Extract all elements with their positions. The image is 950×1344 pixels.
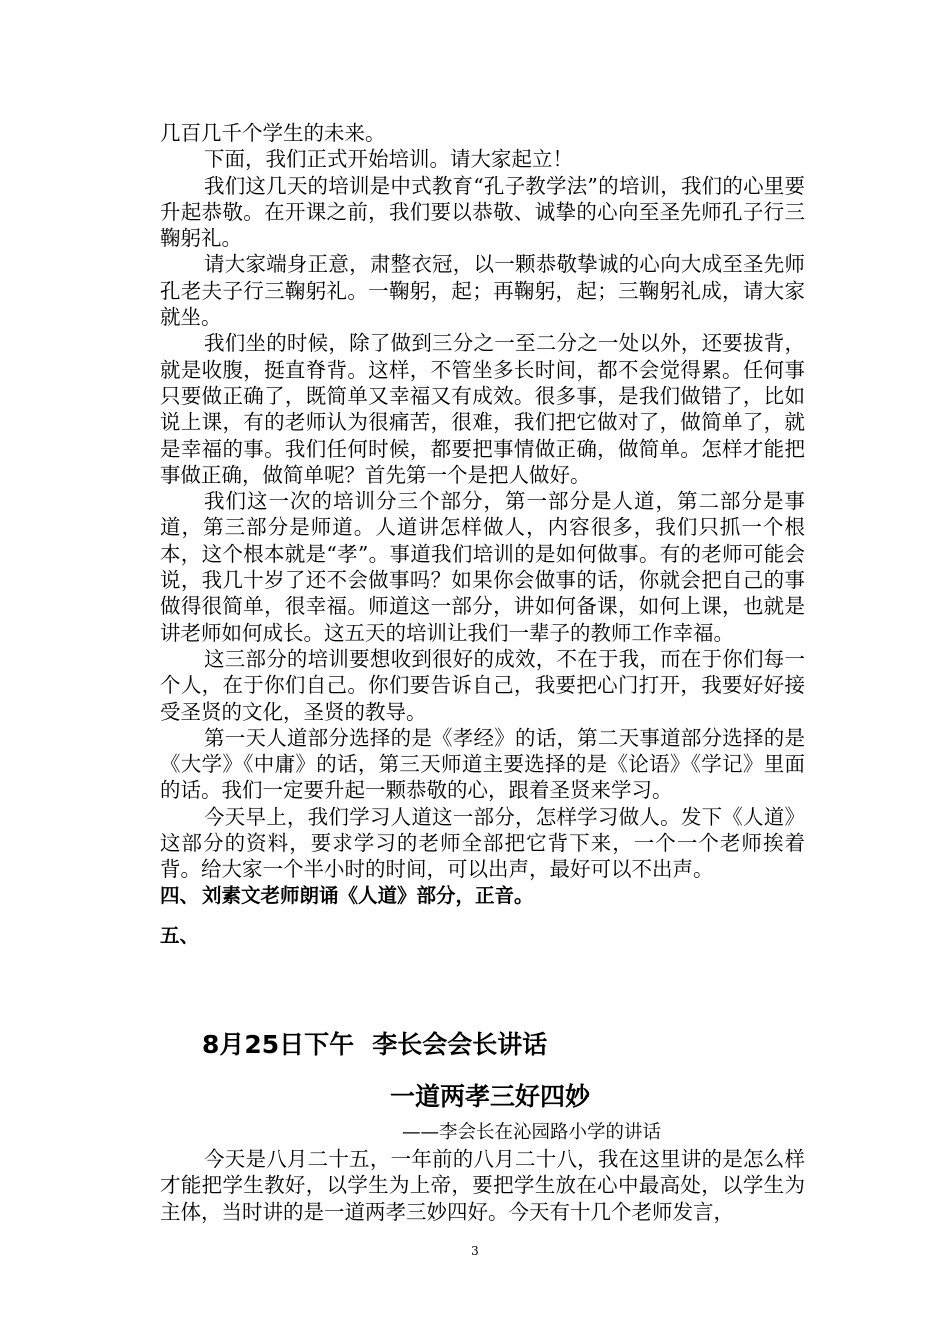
list-item-four-text: 刘素文老师朗诵《人道》部分，正音。 — [202, 883, 534, 907]
speech-title: 一道两孝三好四妙 — [390, 1082, 591, 1111]
paragraph-8: 第一天人道部分选择的是《孝经》的话，第二天事道部分选择的是《大学》《中庸》的话，第三天师道主要选择的是《论语》《学记》里面的话。我们一定要升起一颗恭敬的心，跟着圣贤来学习。 — [160, 725, 805, 803]
paragraph-6: 我们这一次的培训分三个部分，第一部分是人道，第二部分是事道，第三部分是师道。人道讲怎样做人，内容很多，我们只抓一个根本，这个根本就是“孝”。事道我们培训的是如何做事。有的老师可能会说，我几十岁了还不会做事吗？如果你会做事的话，你就会把自己的事做得很简单，很幸福。师道这一部分，讲如何备课，如何上课，也就是讲老师如何成长。这五天的培训让我们一辈子的教师工作幸福。 — [160, 489, 805, 645]
tail-paragraph: 今天是八月二十五，一年前的八月二十八，我在这里讲的是怎么样才能把学生教好，以学生为上帝，要把学生放在心中最高处，以学生为主体，当时讲的是一道两孝三妙四好。今天有十几个老师发言， — [160, 1147, 805, 1224]
tail-text — [160, 1146, 805, 1225]
page-number: 3 — [471, 1244, 479, 1258]
paragraph-2: 下面，我们正式开始培训。请大家起立！ — [204, 147, 573, 172]
section-title-date: 8月25日下午 — [202, 1030, 355, 1059]
section-title-speaker: 李长会会长讲话 — [372, 1030, 548, 1059]
paragraph-4: 请大家端身正意，肃整衣冠，以一颗恭敬挚诚的心向大成至圣先师孔老夫子行三鞠躬礼。一鞠躬，起；再鞠躬，起；三鞠躬礼成，请大家就坐。 — [160, 252, 805, 330]
paragraph-9: 今天早上，我们学习人道这一部分，怎样学习做人。发下《人道》这部分的资料，要求学习的老师全部把它背下来，一个一个老师挨着背。给大家一个半小时的时间，可以出声，最好可以不出声。 — [160, 804, 805, 882]
section-title — [202, 1027, 547, 1063]
paragraph-3: 我们这几天的培训是中式教育“孔子教学法”的培训，我们的心里要升起恭敬。在开课之前，我们要以恭敬、诚挚的心向至圣先师孔子行三鞠躬礼。 — [160, 173, 805, 251]
list-item-four-number: 四、 — [160, 883, 200, 907]
paragraph-1: 几百几千个学生的未来。 — [160, 121, 386, 145]
paragraph-7: 这三部分的培训要想收到很好的成效，不在于我，而在于你们每一个人，在于你们自己。你们要告诉自己，我要把心门打开，我要好好接受圣贤的文化，圣贤的教导。 — [160, 646, 805, 724]
body-text — [160, 120, 805, 949]
list-item-five — [160, 923, 805, 949]
list-item-four — [160, 883, 805, 909]
list-item-five-number: 五、 — [160, 923, 200, 947]
speech-byline: ——李会长在沁园路小学的讲话 — [402, 1122, 662, 1143]
paragraph-5: 我们坐的时候，除了做到三分之一至二分之一处以外，还要拔背，就是收腹，挺直脊背。这样，不管坐多长时间，都不会觉得累。任何事只要做正确了，既简单又幸福又有成效。很多事，是我们做错了，比如说上课，有的老师认为很痛苦，很难，我们把它做对了，做简单了，就是幸福的事。我们任何时候，都要把事情做正确，做简单。怎样才能把事做正确，做简单呢？首先第一个是把人做好。 — [160, 331, 805, 487]
